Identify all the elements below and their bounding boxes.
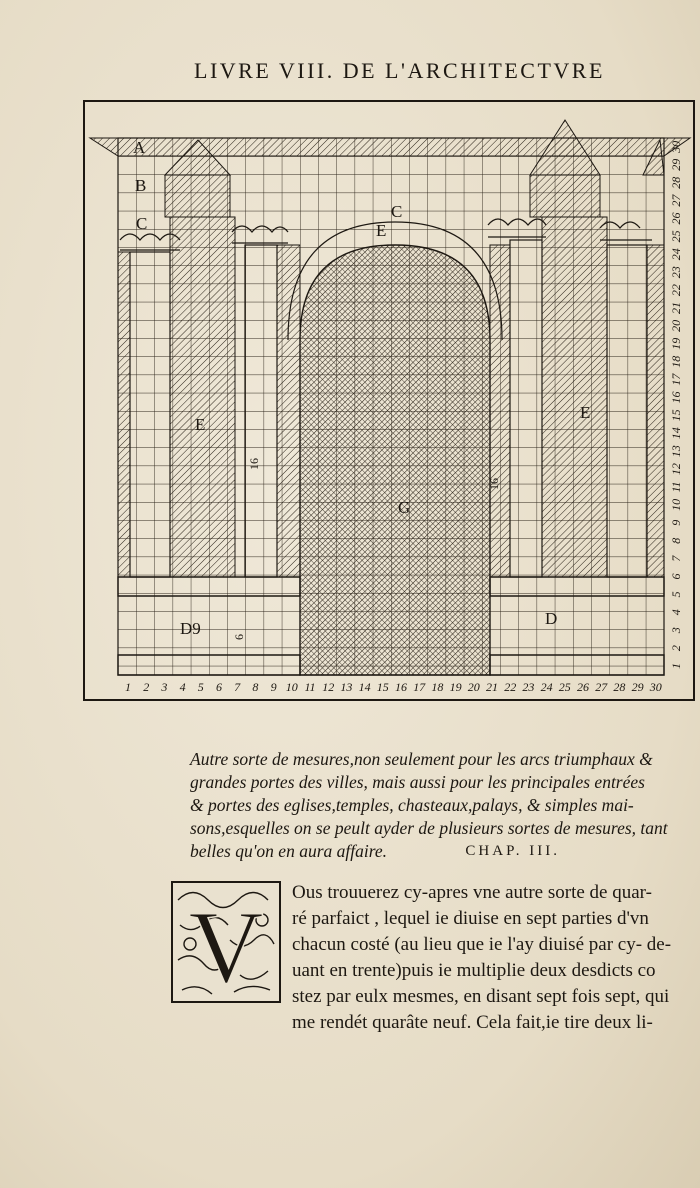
bottom-scale-number: 4	[179, 680, 186, 694]
caption-line: grandes portes des villes, mais aussi pour les principales entrées	[190, 772, 645, 792]
bottom-scale-number: 10	[285, 680, 298, 694]
right-scale-number: 12	[669, 463, 683, 476]
base-number-left: 6	[232, 634, 246, 640]
caption-line: Autre sorte de mesures,non seulement pour les arcs triumphaux &	[190, 749, 653, 769]
right-scale-number: 22	[669, 284, 683, 297]
bottom-scale-number: 9	[270, 680, 277, 694]
body-line: me rendét quarâte neuf. Cela fait,ie tire deux li-	[292, 1012, 653, 1033]
bottom-scale-number: 7	[234, 680, 241, 694]
right-scale-number: 11	[669, 481, 683, 493]
right-scale-number: 4	[669, 609, 683, 616]
bottom-scale-number: 12	[322, 680, 335, 694]
bottom-scale-number: 30	[649, 680, 662, 694]
bottom-scale-number: 21	[486, 680, 498, 694]
running-head: LIVRE VIII. DE L'ARCHITECTVRE	[194, 58, 605, 83]
right-scale-number: 14	[669, 427, 683, 440]
bottom-scale-number: 6	[216, 680, 222, 694]
bottom-scale-number: 1	[125, 680, 131, 694]
caption-line: & portes des eglises,temples, chasteaux,palays, & simples mai-	[190, 795, 634, 815]
label-D: D	[545, 609, 558, 628]
body-line: uant en trente)puis ie multiplie deux desdicts co	[292, 960, 656, 981]
right-scale-number: 19	[669, 337, 683, 350]
left-pier-top	[165, 175, 230, 217]
drop-cap-letter: V	[188, 890, 264, 1004]
label-B: B	[135, 176, 147, 195]
right-scale-number: 2	[669, 645, 683, 652]
bottom-scale-number: 20	[467, 680, 480, 694]
right-scale-number: 5	[669, 591, 683, 598]
right-pier-top	[530, 175, 600, 217]
right-scale	[669, 141, 683, 669]
cornice-top	[90, 138, 690, 156]
bottom-scale-number: 17	[413, 680, 426, 694]
arch-number: 16	[487, 478, 501, 490]
right-scale-number: 3	[669, 627, 683, 634]
label-C-center: C	[391, 202, 403, 221]
right-scale-number: 16	[669, 391, 683, 404]
label-G: G	[398, 498, 411, 517]
bottom-scale-number: 22	[504, 680, 517, 694]
bottom-scale-number: 13	[340, 680, 353, 694]
bottom-scale-number: 2	[143, 680, 150, 694]
right-scale-number: 8	[669, 537, 683, 544]
bottom-scale-number: 29	[631, 680, 644, 694]
bottom-scale-number: 8	[252, 680, 259, 694]
label-D9: D9	[180, 619, 201, 638]
right-scale-number: 9	[669, 519, 683, 526]
right-scale-number: 13	[669, 445, 683, 458]
bottom-scale-number: 23	[522, 680, 535, 694]
right-scale-number: 17	[669, 373, 683, 386]
right-scale-number: 21	[669, 302, 683, 314]
label-E-left: E	[195, 415, 206, 434]
body-line: chacun costé (au lieu que ie l'ay diuisé par cy- de-	[292, 934, 672, 955]
body-line: ré parfaict , lequel ie diuise en sept parties d'vn	[292, 908, 649, 929]
body-line: stez par eulx mesmes, en disant sept fois sept, qui	[292, 986, 670, 1007]
right-scale-number: 6	[669, 573, 683, 580]
right-scale-number: 18	[669, 355, 683, 368]
right-scale-number: 15	[669, 409, 683, 422]
body-paragraph	[292, 880, 670, 1036]
bottom-scale-number: 19	[449, 680, 462, 694]
bottom-scale-number: 5	[197, 680, 204, 694]
chapter-caption	[190, 748, 690, 863]
body-line: Ous trouuerez cy-apres vne autre sorte de quar-	[292, 882, 652, 903]
right-scale-number: 20	[669, 319, 683, 332]
bottom-scale-number: 24	[540, 680, 553, 694]
right-scale-number: 27	[669, 194, 683, 207]
bottom-scale-number: 18	[431, 680, 444, 694]
label-C-left: C	[136, 214, 148, 233]
bottom-scale-number: 11	[304, 680, 316, 694]
label-E-right: E	[580, 403, 591, 422]
bottom-scale-number: 27	[595, 680, 608, 694]
right-scale-number: 29	[669, 158, 683, 171]
bottom-scale-number: 25	[558, 680, 571, 694]
right-scale-number: 23	[669, 266, 683, 279]
right-scale-number: 25	[669, 230, 683, 243]
bottom-scale-number: 16	[395, 680, 407, 694]
ornamental-drop-cap	[170, 880, 282, 1004]
bottom-scale-number: 26	[577, 680, 589, 694]
central-arch	[300, 245, 490, 675]
chapter-number: CHAP. III.	[465, 843, 560, 859]
bottom-scale-number: 28	[613, 680, 626, 694]
caption-line: sons,esquelles on se peult ayder de plusieurs sortes de mesures, tant	[190, 818, 668, 838]
bottom-scale	[125, 680, 662, 694]
bottom-scale-number: 14	[358, 680, 371, 694]
right-scale-number: 30	[669, 140, 683, 153]
right-scale-number: 10	[669, 498, 683, 511]
left-pier	[170, 217, 235, 577]
label-E-arch: E	[376, 221, 387, 240]
right-pier	[542, 217, 607, 577]
bottom-scale-number: 15	[376, 680, 389, 694]
bottom-scale-number: 3	[161, 680, 168, 694]
caption-last-line: belles qu'on en aura affaire.	[190, 841, 388, 861]
right-scale-number: 1	[669, 663, 683, 669]
pillar-number: 16	[247, 458, 261, 470]
right-scale-number: 26	[669, 212, 683, 225]
right-scale-number: 24	[669, 248, 683, 261]
label-A: A	[133, 138, 146, 157]
right-scale-number: 7	[669, 555, 683, 562]
right-scale-number: 28	[669, 176, 683, 189]
